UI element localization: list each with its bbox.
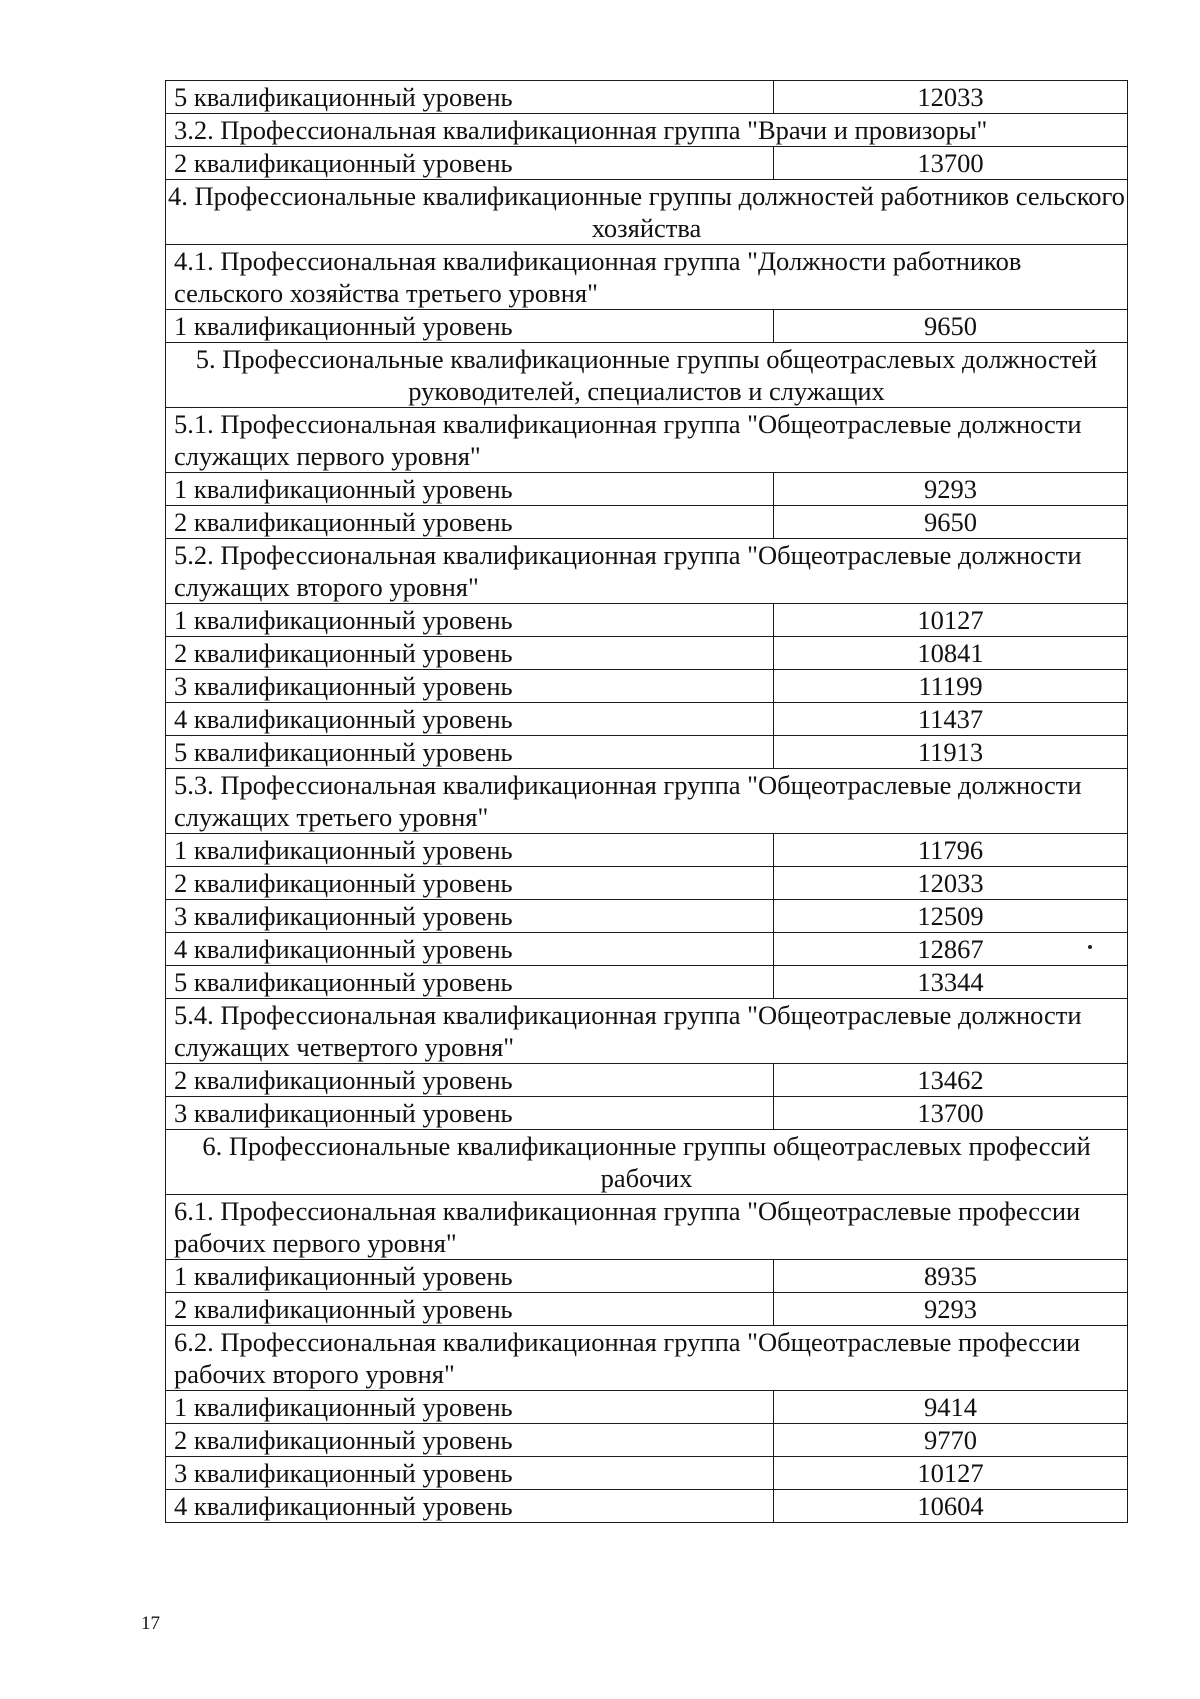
table-row [166, 703, 1128, 736]
level-label: 3 квалификационный уровень [166, 1097, 774, 1130]
salary-value: 9293 [774, 1293, 1128, 1326]
table-row [166, 867, 1128, 900]
table-row [166, 1391, 1128, 1424]
level-label: 3 квалификационный уровень [166, 900, 774, 933]
salary-value: 11199 [774, 670, 1128, 703]
table-row [166, 506, 1128, 539]
salary-value: 12033 [774, 867, 1128, 900]
group-heading: 5.1. Профессиональная квалификационная группа "Общеотраслевые должности служащих первого уровня" [166, 408, 1128, 473]
salary-value: 10127 [774, 1457, 1128, 1490]
level-label: 2 квалификационный уровень [166, 1424, 774, 1457]
level-label: 2 квалификационный уровень [166, 147, 774, 180]
table-row [166, 1260, 1128, 1293]
group-heading-row [166, 408, 1128, 473]
table-row [166, 1424, 1128, 1457]
table-row [166, 1064, 1128, 1097]
section-heading: 5. Профессиональные квалификационные группы общеотраслевых должностей руководителей, специалистов и служащих [166, 343, 1128, 408]
table-body [166, 81, 1128, 1523]
section-heading-row [166, 343, 1128, 408]
scan-dot [1088, 945, 1092, 949]
group-heading-row [166, 1195, 1128, 1260]
salary-value: 9770 [774, 1424, 1128, 1457]
table-row [166, 604, 1128, 637]
level-label: 3 квалификационный уровень [166, 670, 774, 703]
page-number: 17 [141, 1613, 160, 1634]
group-heading-row [166, 769, 1128, 834]
group-heading-row [166, 539, 1128, 604]
table-row [166, 637, 1128, 670]
salary-value: 9293 [774, 473, 1128, 506]
level-label: 5 квалификационный уровень [166, 81, 774, 114]
table-row [166, 147, 1128, 180]
group-heading-row [166, 999, 1128, 1064]
level-label: 1 квалификационный уровень [166, 1391, 774, 1424]
salary-value: 9414 [774, 1391, 1128, 1424]
level-label: 1 квалификационный уровень [166, 473, 774, 506]
level-label: 1 квалификационный уровень [166, 604, 774, 637]
section-heading-row [166, 180, 1128, 245]
table-row [166, 736, 1128, 769]
level-label: 2 квалификационный уровень [166, 867, 774, 900]
group-heading: 6.1. Профессиональная квалификационная группа "Общеотраслевые профессии рабочих первого уровня" [166, 1195, 1128, 1260]
salary-value: 11437 [774, 703, 1128, 736]
table-row [166, 966, 1128, 999]
salary-value: 8935 [774, 1260, 1128, 1293]
salary-value: 13700 [774, 1097, 1128, 1130]
level-label: 2 квалификационный уровень [166, 506, 774, 539]
level-label: 1 квалификационный уровень [166, 834, 774, 867]
group-heading: 4.1. Профессиональная квалификационная группа "Должности работников сельского хозяйства третьего уровня" [166, 245, 1128, 310]
table-row [166, 1457, 1128, 1490]
salary-value: 11913 [774, 736, 1128, 769]
table-row [166, 900, 1128, 933]
group-heading: 5.3. Профессиональная квалификационная группа "Общеотраслевые должности служащих третьего уровня" [166, 769, 1128, 834]
level-label: 1 квалификационный уровень [166, 1260, 774, 1293]
section-heading: 6. Профессиональные квалификационные группы общеотраслевых профессий рабочих [166, 1130, 1128, 1195]
table-row [166, 1097, 1128, 1130]
level-label: 4 квалификационный уровень [166, 703, 774, 736]
table-row [166, 670, 1128, 703]
group-heading-row [166, 245, 1128, 310]
level-label: 5 квалификационный уровень [166, 736, 774, 769]
table-row [166, 834, 1128, 867]
table-row [166, 1490, 1128, 1523]
level-label: 2 квалификационный уровень [166, 1064, 774, 1097]
salary-value: 12033 [774, 81, 1128, 114]
table-row [166, 310, 1128, 343]
group-heading: 5.2. Профессиональная квалификационная группа "Общеотраслевые должности служащих второго уровня" [166, 539, 1128, 604]
level-label: 2 квалификационный уровень [166, 637, 774, 670]
section-heading: 4. Профессиональные квалификационные группы должностей работников сельского хозяйства [166, 180, 1128, 245]
level-label: 5 квалификационный уровень [166, 966, 774, 999]
salary-value: 13344 [774, 966, 1128, 999]
salary-value: 11796 [774, 834, 1128, 867]
level-label: 1 квалификационный уровень [166, 310, 774, 343]
table-row [166, 473, 1128, 506]
level-label: 4 квалификационный уровень [166, 933, 774, 966]
salary-value: 12867 [774, 933, 1128, 966]
level-label: 2 квалификационный уровень [166, 1293, 774, 1326]
section-heading-row [166, 1130, 1128, 1195]
salary-value: 13700 [774, 147, 1128, 180]
salary-value: 10604 [774, 1490, 1128, 1523]
level-label: 3 квалификационный уровень [166, 1457, 774, 1490]
salary-value: 9650 [774, 506, 1128, 539]
group-heading-row [166, 114, 1128, 147]
salary-value: 12509 [774, 900, 1128, 933]
table-row [166, 81, 1128, 114]
table-row [166, 933, 1128, 966]
group-heading: 3.2. Профессиональная квалификационная группа "Врачи и провизоры" [166, 114, 1128, 147]
level-label: 4 квалификационный уровень [166, 1490, 774, 1523]
salary-value: 9650 [774, 310, 1128, 343]
salary-value: 10841 [774, 637, 1128, 670]
table-row [166, 1293, 1128, 1326]
salary-table [165, 80, 1128, 1523]
salary-value: 10127 [774, 604, 1128, 637]
group-heading-row [166, 1326, 1128, 1391]
group-heading: 6.2. Профессиональная квалификационная группа "Общеотраслевые профессии рабочих второго уровня" [166, 1326, 1128, 1391]
salary-value: 13462 [774, 1064, 1128, 1097]
group-heading: 5.4. Профессиональная квалификационная группа "Общеотраслевые должности служащих четвертого уровня" [166, 999, 1128, 1064]
